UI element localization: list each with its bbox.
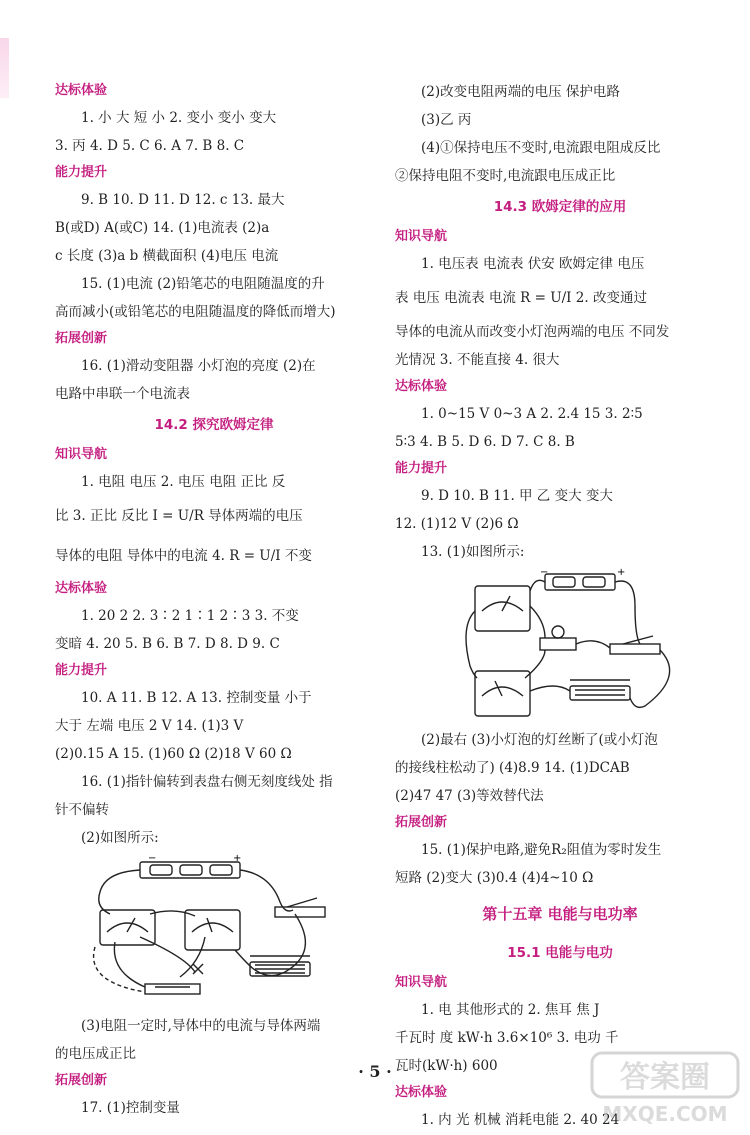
answer-line: 15. (1)保护电路,避免R₂阻值为零时发生 [421, 842, 662, 858]
section-heading: 达标体验 [55, 581, 108, 596]
watermark-graphic [590, 1049, 740, 1127]
right-column [395, 78, 728, 1134]
answer-line: 15. (1)电流 (2)铅笔芯的电阻随温度的升 [81, 276, 325, 292]
minus-sign: − [540, 567, 549, 578]
answer-line: 导体的电流从而改变小灯泡两端的电压 不同发 [395, 324, 670, 340]
section-heading: 知识导航 [55, 447, 108, 462]
circuit-figure-right [395, 566, 725, 726]
section-heading: 拓展创新 [55, 331, 108, 346]
answer-line: 比 3. 正比 反比 I = U/R 导体两端的电压 [55, 508, 303, 524]
answer-line: 1. 电压表 电流表 伏安 欧姆定律 电压 [421, 256, 645, 272]
answer-line: 9. B 10. D 11. D 12. c 13. 最大 [81, 192, 285, 208]
answer-line: 光情况 3. 不能直接 4. 很大 [395, 352, 560, 368]
answer-line: 1. 电 其他形式的 2. 焦耳 焦 J [421, 1002, 600, 1018]
left-column [55, 78, 373, 1122]
answer-line: 变暗 4. 20 5. B 6. B 7. D 8. D 9. C [55, 636, 280, 652]
answer-line: ②保持电阻不变时,电流跟电压成正比 [395, 168, 616, 184]
answer-line: 13. (1)如图所示: [421, 544, 525, 560]
answer-line: 1. 20 2 2. 3∶2 1∶1 2∶3 3. 不变 [81, 608, 299, 624]
watermark-text: 答案圈 [620, 1060, 710, 1095]
answer-line: 瓦时(kW·h) 600 [395, 1058, 498, 1074]
answer-line: 9. D 10. B 11. 甲 乙 变大 变大 [421, 488, 613, 504]
page-number: · 5 · [358, 1062, 392, 1081]
minus-sign: − [148, 853, 157, 864]
answer-line: 17. (1)控制变量 [81, 1100, 180, 1116]
answer-line: 1. 电阻 电压 2. 电压 电阻 正比 反 [81, 474, 286, 490]
answer-line: (3)乙 丙 [421, 112, 472, 128]
answer-line: 电路中串联一个电流表 [55, 386, 190, 402]
answer-line: 千瓦时 度 kW·h 3.6×10⁶ 3. 电功 千 [395, 1030, 619, 1046]
answer-line: 表 电压 电流表 电流 R = U/I 2. 改变通过 [395, 290, 647, 306]
circuit-diagram [55, 852, 373, 1012]
answer-line: 1. 小 大 短 小 2. 变小 变小 变大 [81, 110, 277, 126]
answer-line: (4)①保持电压不变时,电流跟电阻成反比 [421, 140, 661, 156]
section-heading: 拓展创新 [395, 815, 448, 830]
answer-line: 1. 内 光 机械 消耗电能 2. 40 24 [421, 1112, 620, 1128]
answer-line: 3. 丙 4. D 5. C 6. A 7. B 8. C [55, 138, 245, 154]
section-heading: 知识导航 [395, 229, 448, 244]
answer-line: 针不偏转 [55, 802, 109, 818]
answer-line: 短路 (2)变大 (3)0.4 (4)4~10 Ω [395, 870, 594, 886]
plus-sign: + [617, 567, 626, 578]
answer-line: (2)0.15 A 15. (1)60 Ω (2)18 V 60 Ω [55, 746, 292, 762]
chapter-title: 第十五章 电能与电功率 [482, 905, 638, 923]
answer-line: 的接线柱松动了) (4)8.9 14. (1)DCAB [395, 760, 630, 776]
section-heading: 知识导航 [395, 975, 448, 990]
answer-line: (2)如图所示: [81, 830, 159, 846]
margin-mark [0, 38, 9, 98]
answer-line: 大于 左端 电压 2 V 14. (1)3 V [55, 718, 244, 734]
circuit-figure-left [55, 852, 373, 1012]
answer-line: (2)改变电阻两端的电压 保护电路 [421, 84, 620, 100]
answer-line: (2)最右 (3)小灯泡的灯丝断了(或小灯泡 [421, 732, 658, 748]
answer-line: 10. A 11. B 12. A 13. 控制变量 小于 [81, 690, 312, 706]
circuit-diagram [395, 566, 725, 726]
answer-line: 高而减小(或铅笔芯的电阻随温度的降低而增大) [55, 304, 336, 320]
answer-line: 1. 0~15 V 0~3 A 2. 2.4 15 3. 2∶5 [421, 406, 643, 422]
answer-line: 的电压成正比 [55, 1046, 136, 1062]
section-heading: 达标体验 [395, 1085, 448, 1100]
answer-line: (3)电阻一定时,导体中的电流与导体两端 [81, 1018, 321, 1034]
answer-line: B(或D) A(或C) 14. (1)电流表 (2)a [55, 220, 270, 236]
answer-line: 12. (1)12 V (2)6 Ω [395, 516, 519, 532]
section-heading: 能力提升 [395, 461, 448, 476]
section-heading: 能力提升 [55, 663, 108, 678]
answer-line: 16. (1)滑动变阻器 小灯泡的亮度 (2)在 [81, 358, 316, 374]
watermark-url: MXQE.COM [602, 1102, 728, 1126]
answer-line: 16. (1)指针偏转到表盘右侧无刻度线处 指 [81, 774, 333, 790]
answer-line: (2)47 47 (3)等效替代法 [395, 788, 544, 804]
section-heading: 达标体验 [395, 379, 448, 394]
section-title: 14.3 欧姆定律的应用 [493, 199, 627, 215]
section-heading: 能力提升 [55, 165, 108, 180]
answer-line: 导体的电阻 导体中的电流 4. R = U/I 不变 [55, 548, 312, 564]
section-title: 15.1 电能与电功 [507, 945, 613, 961]
section-heading: 达标体验 [55, 83, 108, 98]
watermark-logo [590, 1049, 740, 1127]
answer-line: 5∶3 4. B 5. D 6. D 7. C 8. B [395, 434, 575, 450]
section-heading: 拓展创新 [55, 1073, 108, 1088]
answer-line: c 长度 (3)a b 横截面积 (4)电压 电流 [55, 248, 279, 264]
section-title: 14.2 探究欧姆定律 [154, 417, 274, 433]
plus-sign: + [233, 853, 242, 864]
